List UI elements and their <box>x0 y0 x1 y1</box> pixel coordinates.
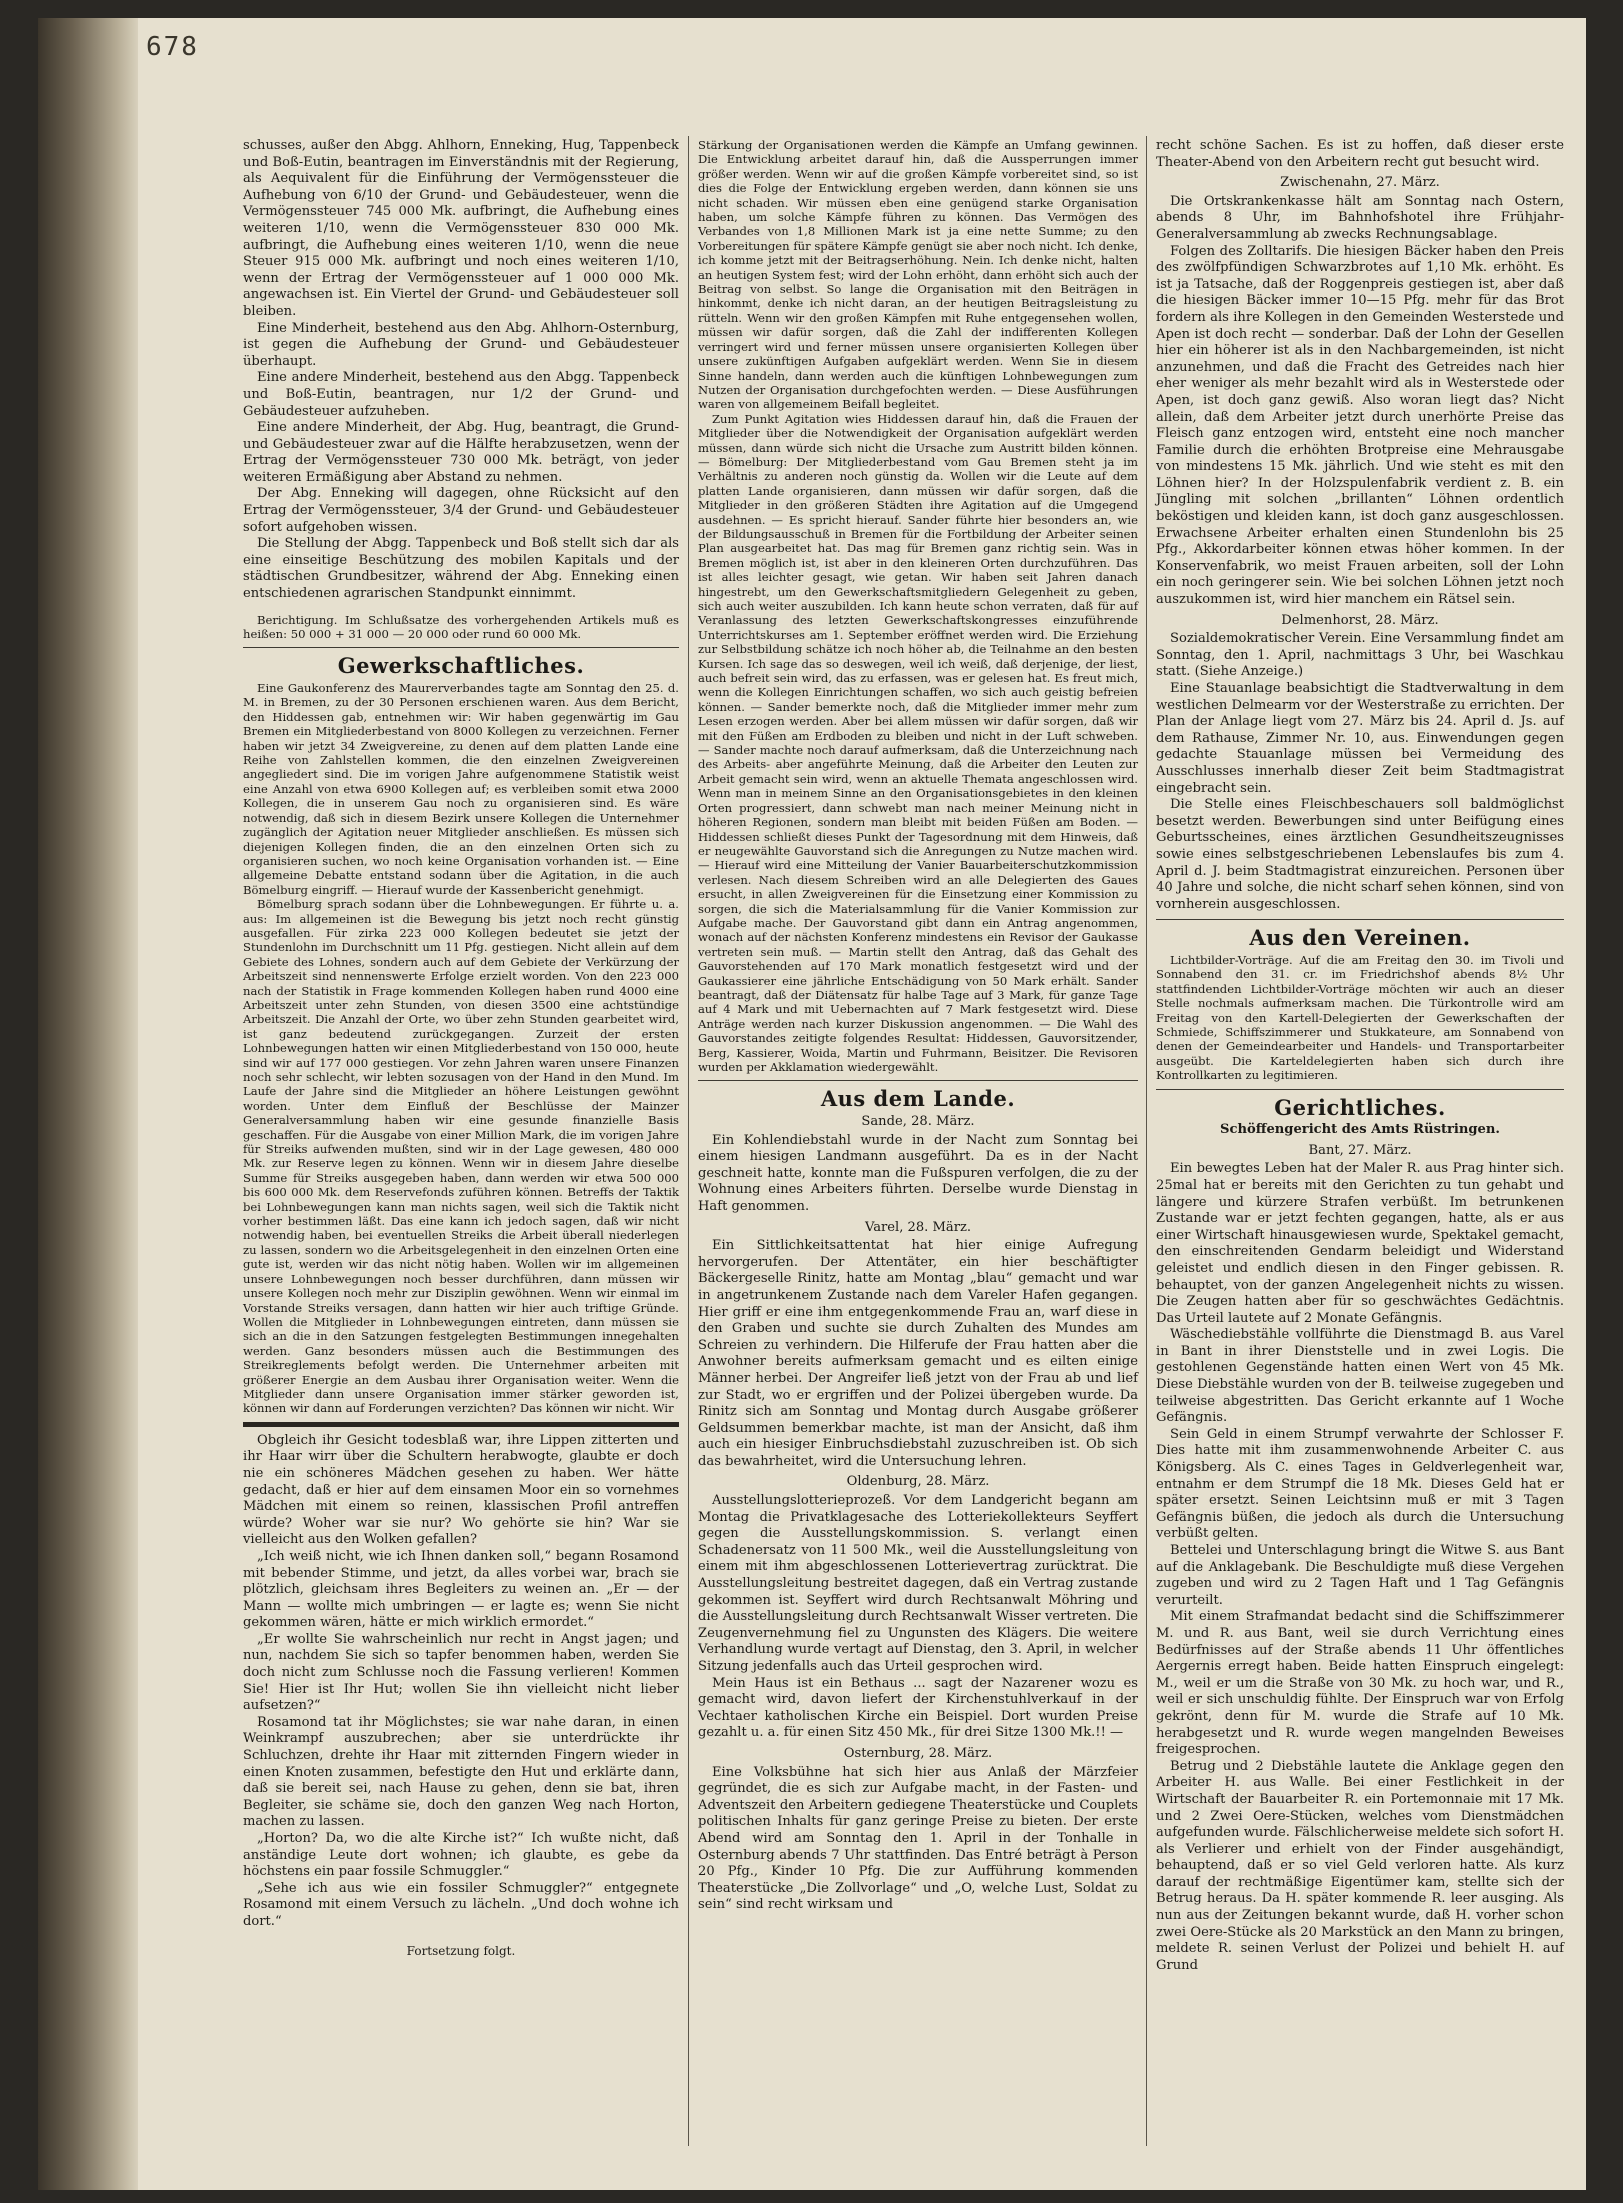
story-paragraph: Rosamond tat ihr Möglichstes; sie war nahe daran, in einen Weinkrampf auszubrechen; aber sie unterdrückte ihr Schluchzen, drehte ihr Haar mit zitternden Fingern wieder in einen Knoten zusammen, befestigte den Hut und erklärte dann, daß sie bereit sei, nach Hause zu gehen, denn sie bat, ihren Begleiter, sie schäme sie, doch den ganzen Weg nach Horton, machen zu lassen. <box>243 1714 679 1830</box>
paragraph: Ein bewegtes Leben hat der Maler R. aus Prag hinter sich. 25mal hat er bereits mit den Gerichten zu tun gehabt und längere und kürzere Strafen verbüßt. Im betrunkenen Zustande war er jetzt fechten gegangen, hatte, als er aus einer Wirtschaft hinausgewiesen wurde, Spektakel gemacht, den einschreitenden Gendarm beleidigt und Widerstand geleistet und endlich diesen in den Finger gebissen. R. behauptet, von der ganzen Angelegenheit nichts zu wissen. Die Zeugen hatten aber für so geschwächtes Gedächtnis. Das Urteil lautete auf 2 Monate Gefängnis. <box>1156 1161 1564 1326</box>
paragraph: Die Stellung der Abgg. Tappenbeck und Boß stellt sich dar als eine einseitige Beschützung des mobilen Kapitals und der städtischen Grundbesitzer, während der Abg. Enneking einen entschiedenen agrarischen Standpunkt einnimmt. <box>243 536 679 602</box>
paragraph: Eine andere Minderheit, bestehend aus den Abgg. Tappenbeck und Boß-Eutin, beantragen, nur 1/2 der Grund- und Gebäudesteuer aufzuheben. <box>243 370 679 419</box>
paragraph: Eine andere Minderheit, der Abg. Hug, beantragt, die Grund- und Gebäudesteuer zwar auf die Hälfte herabzusetzen, wenn der Ertrag der Vermögenssteuer 730 000 Mk. beträgt, von jeder weiteren Ermäßigung aber Abstand zu nehmen. <box>243 420 679 485</box>
paragraph: Eine Gaukonferenz des Maurerverbandes tagte am Sonntag den 25. d. M. in Bremen, zu der 30 Personen erschienen waren. Aus dem Bericht, den Hiddessen gab, entnehmen wir: Wir haben gegenwärtig im Gau Bremen ein Mitgliederbestand von 8000 Kollegen zu verzeichnen. Ferner haben wir jetzt 34 Zweigvereine, zu denen auf dem platten Lande eine Reihe von Zahlstellen kommen, die den einzelnen Zweigvereinen angegliedert sind. Die im vorigen Jahre aufgenommene Statistik weist eine Anzahl von etwa 6900 Kollegen auf; es verbleiben somit etwa 2000 Kollegen, die in unserem Gau noch zu organisieren sind. Es wäre notwendig, daß sich in diesem Bezirk unsere Kollegen die Unternehmer zugänglich der Agitation neuer Mitglieder anschließen. Es müssen sich diejenigen Kollegen finden, die an den einzelnen Orten sich zu organisieren suchen, wo noch keine Organisation vorhanden ist. — Eine allgemeine Debatte entstand sodann über die Agitation, in die auch Bömelburg eingriff. — Hierauf wurde der Kassenbericht genehmigt. <box>243 681 679 897</box>
column-right <box>1156 138 1564 1974</box>
dateline: Zwischenahn, 27. März. <box>1280 175 1440 191</box>
paragraph: Ein Kohlendiebstahl wurde in der Nacht zum Sonntag bei einem hiesigen Landmann ausgeführt. Da es in der Nacht geschneit hatte, konnte man die Fußspuren verfolgen, die zu der Wohnung eines Arbeiters führten. Derselbe wurde Dienstag in Haft genommen. <box>698 1132 1138 1214</box>
section-heading-gewerkschaftliches: Gewerkschaftliches. <box>337 653 585 679</box>
divider <box>698 1080 1138 1081</box>
paragraph: Eine Minderheit, bestehend aus den Abg. Ahlhorn-Osternburg, ist gegen die Aufhebung der Grund- und Gebäudesteuer überhaupt. <box>243 320 679 369</box>
column-divider <box>688 136 689 2146</box>
page-number: 678 <box>146 32 199 62</box>
paragraph: Bettelei und Unterschlagung bringt die Witwe S. aus Bant auf die Anklagebank. Die Beschuldigte muß diese Vergehen zugeben und wird zu 2 Tagen Haft und 1 Tag Gefängnis verurteilt. <box>1156 1543 1564 1608</box>
section-heading-aus-den-vereinen: Aus den Vereinen. <box>1249 925 1471 951</box>
correction-note: Berichtigung. Im Schlußsatze des vorhergehenden Artikels muß es heißen: 50 000 + 31 000 — 20 000 oder rund 60 000 Mk. <box>243 612 679 642</box>
paragraph: Folgen des Zolltarifs. Die hiesigen Bäcker haben den Preis des zwölfpfündigen Schwarzbrotes auf 1,10 Mk. erhöht. Es ist ja Tatsache, daß der Roggenpreis gestiegen ist, aber daß die hiesigen Bäcker immer 10—15 Pfg. mehr für das Brot fordern als ihre Kollegen in den Gemeinden Westerstede und Apen ist doch recht — sonderbar. Daß der Lohn der Gesellen hier ein höherer ist als in den Nachbargemeinden, ist nicht anzunehmen, und daß die Fracht des Getreides nach hier eher weniger als mehr bezahlt wird als in Westerstede oder Apen, ist doch ganz gewiß. Also woran liegt das? Nicht allein, daß dem Arbeiter jetzt durch unerhörte Preise das Fleisch ganz entzogen wird, entsteht eine noch mancher Familie durch die erhöhten Brotpreise eine Mehrausgabe von mindestens 15 Mk. jährlich. Und wie steht es mit den Löhnen hier? In der Holzspulenfabrik verdient z. B. ein Jüngling mit solchen „brillanten“ Löhnen ordentlich beköstigen und kleiden kann, ist doch ganz ausgeschlossen. Erwachsene Arbeiter erhalten einen Stundenlohn bis 25 Pfg., Akkordarbeiter können etwas höher kommen. In der Konservenfabrik, wo meist Frauen arbeiten, soll der Lohn ein noch geringerer sein. Wie bei solchen Löhnen jetzt noch auszukommen ist, wird hier manchem ein Rätsel sein. <box>1156 243 1564 608</box>
paragraph: Bömelburg sprach sodann über die Lohnbewegungen. Er führte u. a. aus: Im allgemeinen ist die Bewegung bis jetzt noch recht günstig ausgefallen. Für zirka 223 000 Kollegen bedeutet sie jetzt der Stundenlohn im Durchschnitt um 11 Pfg. gestiegen. Nicht allein auf dem Gebiete des Lohnes, sondern auch auf dem Gebiete der Verkürzung der Arbeitszeit sind nennenswerte Erfolge erzielt worden. Von den 223 000 nach der Statistik in Frage kommenden Kollegen haben rund 4000 eine Arbeitszeit unter zehn Stunden, von diesen 3500 eine achtstündige Arbeitszeit. Die Anzahl der Orte, wo über zehn Stunden gearbeitet wird, ist ganz bedeutend zurückgegangen. Zurzeit der ersten Lohnbewegungen hatten wir einen Mitgliederbestand von 150 000, heute sind wir auf 177 000 gestiegen. Vor zehn Jahren waren unsere Finanzen noch sehr schlecht, wir lebten sozusagen von der Hand in den Mund. Im Laufe der Jahre sind die Mitglieder an höhere Leistungen gewöhnt worden. Unter dem Einfluß der Beschlüsse der Mainzer Generalversammlung haben wir eine gesunde finanzielle Basis geschaffen. Für die Ausgabe von einer Million Mark, die im vorigen Jahre für Streiks aufwenden mußten, sind wir in der Lage gewesen, 480 000 Mk. zur Reserve legen zu können. Wenn wir in diesem Jahre dieselbe Summe für Streiks ausgegeben haben, dann werden wir etwa 500 000 bis 600 000 Mk. dem Reservefonds zuführen können. Betreffs der Taktik bei Lohnbewegungen kann man nichts sagen, weil sich die Taktik nicht vorher bestimmen läßt. Das eine kann ich jedoch sagen, daß wir nicht notwendig haben, bei eventuellen Streiks die Arbeit überall niederlegen zu lassen, sondern wo die Arbeitsgelegenheit in den einzelnen Orten eine gute ist, werden wir das nicht nötig haben. Wollen wir im allgemeinen unsere Lohnbewegungen noch besser durchführen, dann müssen wir unsere Kollegen noch mehr zur Disziplin gewöhnen. Wenn wir einmal im Vorstande Streiks versagen, dann hatten wir hier auch triftige Gründe. Wollen die Mitglieder in Lohnbewegungen eintreten, dann müssen sie sich an die in den Satzungen festgelegten Bestimmungen innegehalten werden. Ganz besonders müssen auch die Bestimmungen des Streikreglements befolgt werden. Die Unternehmer arbeiten mit größerer Energie an dem Ausbau ihrer Organisation weiter. Wenn die Mitglieder dann unsere Organisation immer stärker geworden ist, können wir dann auf Forderungen verzichten? Das können wir nicht. Wir <box>243 897 679 1416</box>
dateline: Delmenhorst, 28. März. <box>1281 612 1439 628</box>
column-middle <box>698 138 1138 1914</box>
paragraph: Stärkung der Organisationen werden die Kämpfe an Umfang gewinnen. Die Entwicklung arbeitet darauf hin, daß die Aussperrungen immer größer werden. Wenn wir auf die großen Kämpfe vorbereitet sind, so ist dies die Folge der Entwicklung ergeben werden, dann können sie uns nicht schaden. Wir müssen eben eine genügend starke Organisation haben, um solche Kämpfe führen zu können. Das Vermögen des Verbandes von 1,8 Millionen Mark ist ja eine nette Summe; zu den Vorbereitungen für spätere Kämpfe genügt sie aber noch nicht. Ich denke, ich komme jetzt mit der Beitragserhöhung. Nein. Ich denke nicht, halten an heutigen System fest; wird der Lohn erhöht, dann erhöht sich auch der Beitrag von selbst. So lange die Organisation mit den Beiträgen in hinkommt, denke ich nicht daran, an der heutigen Beitragsleistung zu rütteln. Wenn wir den großen Kämpfen mit Ruhe entgegensehen wollen, müssen wir dafür sorgen, daß die Zahl der indifferenten Kollegen verringert wird und ferner müssen unsere organisierten Kollegen über unsere zukünftigen Aufgaben aufgeklärt werden. Wenn Sie in diesem Sinne handeln, dann werden auch die künftigen Lohnbewegungen zum Nutzen der Organisation durchgefochten werden. — Diese Ausführungen waren von allgemeinem Beifall begleitet. <box>698 138 1138 412</box>
paragraph: Sein Geld in einem Strumpf verwahrte der Schlosser F. Dies hatte mit ihm zusammenwohnende Arbeiter C. aus Königsberg. Als C. eines Tages in Geldverlegenheit war, entnahm er dem Strumpf die 18 Mk. Dieses Geld hat er später ersetzt. Seinen Leichtsinn muß er mit 3 Tagen Gefängnis büßen, die jedoch als durch die Untersuchung verbüßt gelten. <box>1156 1426 1564 1542</box>
continuation-note: Fortsetzung folgt. <box>406 1943 516 1958</box>
paragraph: recht schöne Sachen. Es ist zu hoffen, daß dieser erste Theater-Abend von den Arbeitern recht gut besucht wird. <box>1156 138 1564 170</box>
story-paragraph: „Ich weiß nicht, wie ich Ihnen danken soll,“ begann Rosamond mit bebender Stimme, und jetzt, da alles vorbei war, brach sie plötzlich, gleichsam ihres Begleiters zu weinen an. „Er — der Mann — wollte mich umbringen — er lagte es; wenn Sie nicht gekommen wären, hätte er mich wirklich ermordet.“ <box>243 1548 679 1631</box>
newspaper-page <box>38 18 1586 2190</box>
divider <box>1156 1089 1564 1090</box>
story-paragraph: „Horton? Da, wo die alte Kirche ist?“ Ich wußte nicht, daß anständige Leute dort wohnen; ich glaubte, es gebe da höchstens ein paar fossile Schmuggler.“ <box>243 1831 679 1880</box>
story-paragraph: „Er wollte Sie wahrscheinlich nur recht in Angst jagen; und nun, nachdem Sie sich so tapfer benommen haben, werden Sie doch nicht zum Schlusse noch die Fassung verlieren! Kommen Sie! Hier ist Ihr Hut; wollen Sie ihn vielleicht nicht lieber aufsetzen?“ <box>243 1631 679 1714</box>
paragraph: Betrug und 2 Diebstähle lautete die Anklage gegen den Arbeiter H. aus Walle. Bei einer Festlichkeit in der Wirtschaft der Bauarbeiter R. ein Portemonnaie mit 17 Mk. und 2 Zwei Oere-Stücken, welches vom Dienstmädchen aufgefunden wurde. Fälschlicherweise meldete sich sofort H. als Verlierer und erhielt von der Finder ausgehändigt, behauptend, daß er so viel Geld verloren hatte. Als kurz darauf der rechtmäßige Eigentümer kam, stellte sich der Betrug heraus. Da H. später kommende R. leer ausging. Als nun aus der Zeitungen bekannt wurde, daß H. vorher schon zwei Oere-Stücke als 20 Markstück an den Mann zu bringen, meldete R. seinen Verlust der Polizei und behielt H. auf Grund <box>1156 1758 1564 1973</box>
paragraph: Der Abg. Enneking will dagegen, ohne Rücksicht auf den Ertrag der Vermögenssteuer, 3/4 der Grund- und Gebäudesteuer sofort aufgehoben wissen. <box>243 486 679 535</box>
paragraph: Mein Haus ist ein Bethaus ... sagt der Nazarener wozu es gemacht wird, davon liefert der Kirchenstuhlverkauf in der Vechtaer katholischen Kirche ein Beispiel. Dort wurden Preise gezahlt u. a. für einen Sitz 450 Mk., für drei Sitze 1300 Mk.!! — <box>698 1675 1138 1741</box>
paragraph: Die Ortskrankenkasse hält am Sonntag nach Ostern, abends 8 Uhr, im Bahnhofshotel ihre Frühjahr-Generalversammlung ab zwecks Rechnungsablage. <box>1156 193 1564 242</box>
story-paragraph: „Sehe ich aus wie ein fossiler Schmuggler?“ entgegnete Rosamond mit einem Versuch zu lächeln. „Und doch wohne ich dort.“ <box>243 1880 679 1929</box>
paragraph: Wäschediebstähle vollführte die Dienstmagd B. aus Varel in Bant in ihrer Dienststelle und in zwei Logis. Die gestohlenen Gegenstände hatten einen Wert von 45 Mk. Diese Diebstähle wurden von der B. teilweise zugegeben und teilweise abgestritten. Das Gericht erkannte auf 1 Woche Gefängnis. <box>1156 1327 1564 1426</box>
dateline: Oldenburg, 28. März. <box>846 1474 990 1490</box>
story-paragraph: Obgleich ihr Gesicht todesblaß war, ihre Lippen zitterten und ihr Haar wirr über die Schultern herabwogte, glaubte er doch nie ein schöneres Mädchen gesehen zu haben. Wer hätte gedacht, daß er hier auf dem einsamen Moor ein so vornehmes Mädchen mit einem so reinen, klassischen Profil antreffen würde? Woher war sie nur? Wo gehörte sie hin? War sie vielleicht aus den Wolken gefallen? <box>243 1432 679 1548</box>
paragraph: Mit einem Strafmandat bedacht sind die Schiffszimmerer M. und R. aus Bant, weil sie durch Verrichtung eines Bedürfnisses auf der Straße abends 11 Uhr öffentliches Aergernis erregt haben. Beide hatten Einspruch eingelegt: M., weil er um die Straße von 30 Mk. zu hoch war, und R., weil er sich unschuldig fühlte. Der Einspruch war von Erfolg gekrönt, denn für M. wurde die Strafe auf 10 Mk. herabgesetzt und R. wurde wegen mangelnden Beweises freigesprochen. <box>1156 1609 1564 1758</box>
paragraph: Ein Sittlichkeitsattentat hat hier einige Aufregung hervorgerufen. Der Attentäter, ein hier beschäftigter Bäckergeselle Rinitz, hatte am Montag „blau“ gemacht und war in angetrunkenem Zustande nach dem Vareler Hafen gegangen. Hier griff er eine ihm entgegenkommende Frau an, warf diese in den Graben und suchte sie durch Zuhalten des Mundes am Schreien zu verhindern. Die Hilferufe der Frau hatten aber die Anwohner bereits aufmerksam gemacht und es eilten einige Männer herbei. Der Angreifer ließ jetzt von der Frau ab und lief zur Stadt, wo er ergriffen und der Polizei übergeben wurde. Da Rinitz sich am Sonntag und Montag durch Ausgabe größerer Geldsummen bemerkbar machte, ist man der Ansicht, daß ihm auch ein hiesiger Einbruchsdiebstahl zuzuschreiben ist. Ob sich das bewahrheitet, wird die Untersuchung lehren. <box>698 1238 1138 1469</box>
paragraph: Lichtbilder-Vorträge. Auf die am Freitag den 30. im Tivoli und Sonnabend den 31. cr. im Friedrichshof abends 8½ Uhr stattfindenden Lichtbilder-Vorträge möchten wir auch an dieser Stelle nochmals aufmerksam machen. Die Türkontrolle wird am Freitag von den Kartell-Delegierten der Gewerkschaften der Schmiede, Schiffszimmerer und Stukkateure, am Sonnabend von denen der Gemeindearbeiter und Handels- und Transportarbeiter ausgeübt. Die Karteldelegierten haben sich durch ihre Kontrollkarten zu legitimieren. <box>1156 952 1564 1083</box>
section-heading-aus-dem-lande: Aus dem Lande. <box>820 1086 1016 1112</box>
column-left <box>243 138 679 1959</box>
paragraph: Die Stelle eines Fleischbeschauers soll baldmöglichst besetzt werden. Bewerbungen sind unter Beifügung eines Geburtsscheines, eines ärztlichen Gesundheitszeugnisses sowie eines selbstgeschriebenen Lebenslaufes bis zum 4. April d. J. beim Stadtmagistrat einzureichen. Personen über 40 Jahre und solche, die nicht scharf sehen können, sind von vornherein ausgeschlossen. <box>1156 797 1564 912</box>
dateline: Varel, 28. März. <box>864 1219 972 1235</box>
paragraph: Eine Stauanlage beabsichtigt die Stadtverwaltung in dem westlichen Delmearm vor der Westerstraße zu errichten. Der Plan der Anlage liegt vom 27. März bis 24. April d. Js. auf dem Rathause, Zimmer Nr. 10, aus. Einwendungen gegen gedachte Stauanlage müssen bei Vermeidung des Ausschlusses innerhalb dieser Zeit beim Stadtmagistrat eingebracht sein. <box>1156 681 1564 796</box>
book-binding <box>38 18 138 2190</box>
paragraph: Eine Volksbühne hat sich hier aus Anlaß der Märzfeier gegründet, die es sich zur Aufgabe macht, in der Fasten- und Adventszeit den Arbeitern gediegene Theaterstücke und Couplets politischen Inhalts für ganz geringe Preise zu bieten. Der erste Abend wird am Sonntag den 1. April in der Tonhalle in Osternburg abends 7 Uhr stattfinden. Das Entré beträgt à Person 20 Pfg., Kinder 10 Pfg. Die zur Aufführung kommenden Theaterstücke „Die Zollvorlage“ und „O, welche Lust, Soldat zu sein“ sind recht wirksam und <box>698 1764 1138 1913</box>
column-divider <box>1146 136 1147 2146</box>
dateline: Bant, 27. März. <box>1308 1142 1412 1158</box>
paragraph: Ausstellungslotterieprozeß. Vor dem Landgericht begann am Montag die Privatklagesache des Lotteriekollekteurs Seyffert gegen die Ausstellungskommission. S. verlangt einen Schadenersatz von 11 500 Mk., weil die Ausstellungsleitung von einem mit ihm abgeschlossenen Lotterievertrag zurücktrat. Die Ausstellungsleitung bestreitet dagegen, daß ein Vertrag zustande gekommen ist. Seyffert wird durch Rechtsanwalt Möhring und die Ausstellungsleitung durch Rechtsanwalt Wisser vertreten. Die Zeugenvernehmung fiel zu Ungunsten des Klägers. Die weitere Verhandlung wurde vertagt auf Dienstag, den 3. April, in welcher Sitzung jedenfalls auch das Urteil gesprochen wird. <box>698 1493 1138 1674</box>
divider <box>243 647 679 648</box>
section-heading-gerichtliches: Gerichtliches. <box>1274 1094 1446 1120</box>
dateline: Osternburg, 28. März. <box>843 1745 993 1761</box>
feuilleton-divider <box>243 1422 679 1427</box>
divider <box>1156 919 1564 920</box>
dateline: Sande, 28. März. <box>861 1114 975 1129</box>
court-title: Schöffengericht des Amts Rüstringen. <box>1220 1122 1500 1138</box>
paragraph: Sozialdemokratischer Verein. Eine Versammlung findet am Sonntag, den 1. April, nachmittags 3 Uhr, bei Waschkau statt. (Siehe Anzeige.) <box>1156 631 1564 680</box>
paragraph: Zum Punkt Agitation wies Hiddessen darauf hin, daß die Frauen der Mitglieder über die Notwendigkeit der Organisation aufgeklärt werden müssen, dann würde sich nicht die Ursache zum Austritt bilden können. — Bömelburg: Der Mitgliederbestand vom Gau Bremen steht ja im Verhältnis zu anderen noch günstig da. Wollen wir die Leute auf dem platten Lande organisieren, dann müssen wir dafür sorgen, daß die Mitglieder in den größeren Städten ihre Agitation auf die Umgegend ausdehnen. — Es spricht hierauf. Sander führte hier besonders an, wie der Bildungsausschuß in Bremen für die Fortbildung der Arbeiter seinen Plan ausgearbeitet hat. Das mag für Bremen ganz richtig sein. Was in Bremen möglich ist, ist aber in den kleineren Orten durchzuführen. Das ist alles leichter gesagt, wie getan. Wir haben seit Jahren danach hingestrebt, um den Gewerkschaftsmitgliedern Gelegenheit zu geben, sich auch weiter auszubilden. Ich kann heute schon verraten, daß für auf Veranlassung des letzten Gewerkschaftskongresses einzuführende Unterrichtskurses am 1. September eröffnet werden wird. Die Erziehung zur Selbstbildung schätze ich noch höher ab, die Teilnahme an den besten Kursen. Ich sage das so deswegen, weil ich weiß, daß derjenige, der liest, auch befreit sein wird, das zu erfassen, was er gelesen hat. Es freut mich, wenn die Kollegen Einrichtungen schaffen, wo sich auch geistig befreien können. — Sander bemerkte noch, daß die Mitglieder immer mehr zum Lesen erzogen werden. Aber bei allem müssen wir dafür sorgen, daß wir mit den Füßen am Erdboden zu bleiben und nicht in der Luft schweben. — Sander machte noch darauf aufmerksam, daß die Unterzeichnung nach des Arbeits- aber angeführte Meinung, daß die Arbeiter den Leuten zur Arbeit gemacht sein wird, wenn an aktuelle Themata angeschlossen wird. Wenn man in meinem Sinne an den Organisationsgebietes in den kleinen Orten progressiert, dann schwebt man nach meiner Meinung nicht in höheren Regionen, sondern man bleibt mit beiden Füßen am Boden. — Hiddessen schließt dieses Punkt der Tagesordnung mit dem Hinweis, daß er neugewählte Gauvorstand sich die Anregungen zu Nutze machen wird. — Hierauf wird eine Mitteilung der Vanier Bauarbeiterschutzkommission verlesen. Nach diesem Schreiben wird an alle Delegierten des Gaues ersucht, in allen Zweigvereinen für die Einsetzung einer Kommission zu sorgen, die sich die Materialsammlung für die Vanier Kommission zur Aufgabe mache. Der Gauvorstand gibt dann ein Antrag angenommen, wonach auf der nächsten Konferenz mindestens ein Revisor der Gaukasse vertreten sein muß. — Martin stellt den Antrag, daß das Gehalt des Gauvorstehenden auf 170 Mark monatlich festgesetzt wird und der Gaukassierer eine jährliche Entschädigung von 50 Mark erhält. Sander beantragt, daß der Diätensatz für halbe Tage auf 3 Mark, für ganze Tage auf 4 Mark und mit Uebernachten auf 7 Mark festgesetzt wird. Diese Anträge werden nach kurzer Diskussion angenommen. — Die Wahl des Gauvorstandes zeitigte folgendes Resultat: Hiddessen, Gauvorsitzender, Berg, Kassierer, Woida, Martin und Fuhrmann, Beisitzer. Die Revisoren wurden per Akklamation wiedergewählt. <box>698 411 1138 1074</box>
paragraph: schusses, außer den Abgg. Ahlhorn, Enneking, Hug, Tappenbeck und Boß-Eutin, beantragen im Einverständnis mit der Regierung, als Aequivalent für die Einführung der Vermögenssteuer die Aufhebung von 6/10 der Grund- und Gebäudesteuer, wenn die Vermögenssteuer 745 000 Mk. aufbringt, die Aufhebung eines weiteren 1/10, wenn die Vermögenssteuer 830 000 Mk. aufbringt, die Aufhebung eines weiteren 1/10, wenn die neue Steuer 915 000 Mk. aufbringt und noch eines weiteren 1/10, wenn der Ertrag der Vermögenssteuer auf 1 000 000 Mk. angewachsen ist. Ein Viertel der Grund- und Gebäudesteuer soll bleiben. <box>243 138 679 319</box>
